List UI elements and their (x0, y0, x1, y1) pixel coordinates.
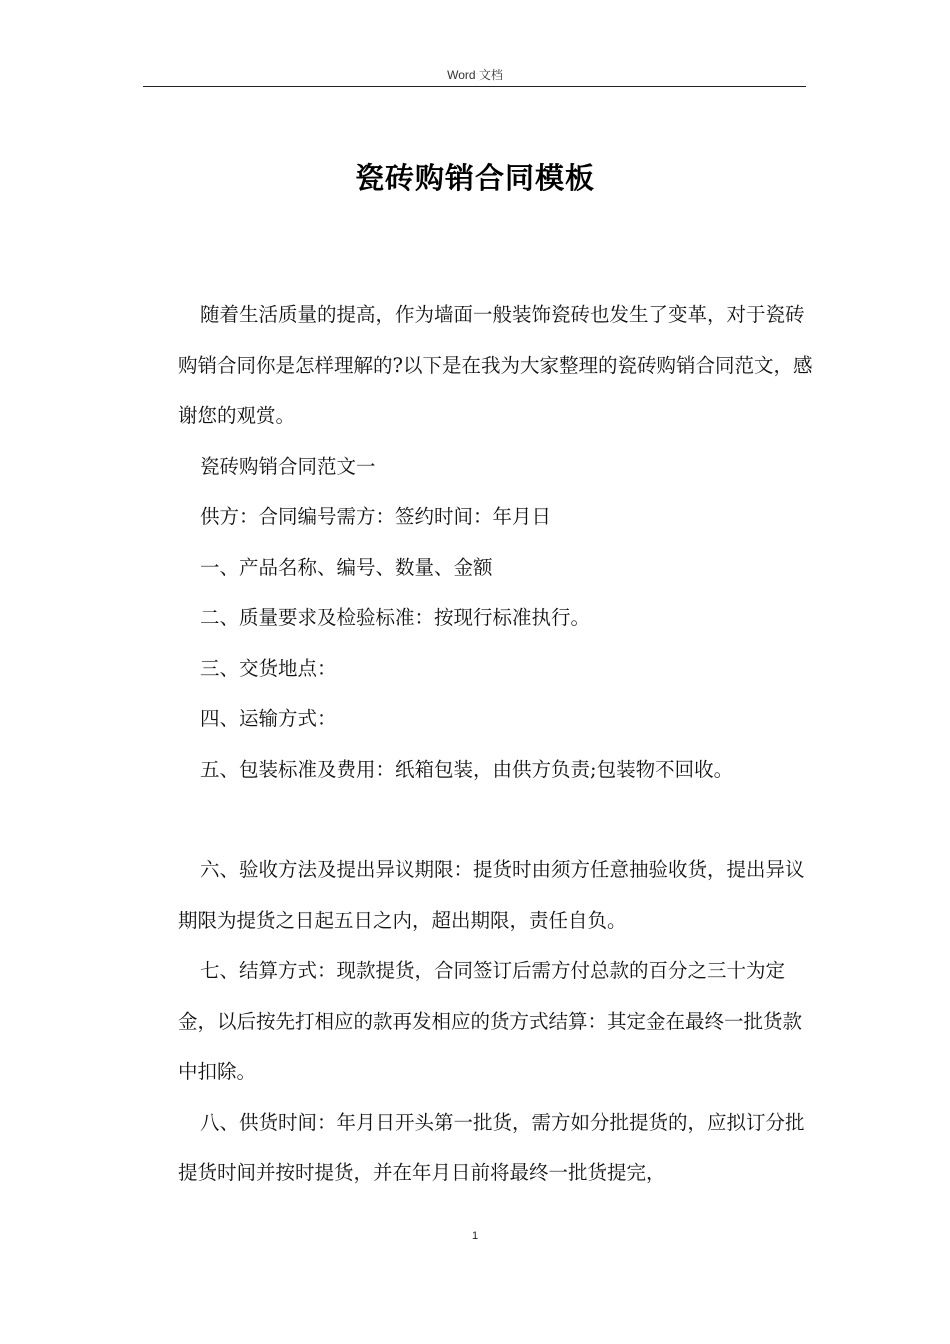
page-header: Word 文档 (447, 68, 503, 82)
paragraph-gap (178, 795, 818, 845)
clause-8: 八、供货时间：年月日开头第一批货，需方如分批提货的，应拟订分批提货时间并按时提货，并在年月日前将最终一批货提完， (178, 1110, 805, 1184)
clause-3: 三、交货地点： (200, 656, 337, 680)
header-divider (143, 86, 806, 87)
clause-5: 五、包装标准及费用：纸箱包装，由供方负责;包装物不回收。 (200, 757, 734, 781)
document-body (178, 290, 818, 1199)
clause-1: 一、产品名称、编号、数量、金额 (200, 555, 493, 579)
section-heading: 瓷砖购销合同范文一 (200, 454, 376, 478)
clause-4: 四、运输方式： (200, 707, 337, 730)
clause-6: 六、验收方法及提出异议期限：提货时由须方任意抽验收货，提出异议期限为提货之日起五日之内，超出期限，责任自负。 (178, 858, 805, 932)
intro-paragraph: 随着生活质量的提高，作为墙面一般装饰瓷砖也发生了变革，对于瓷砖购销合同你是怎样理解的?以下是在我为大家整理的瓷砖购销合同范文，感谢您的观赏。 (178, 303, 813, 427)
page-number: 1 (471, 1230, 479, 1242)
clause-2: 二、质量要求及检验标准：按现行标准执行。 (200, 606, 591, 629)
parties-line: 供方：合同编号需方：签约时间：年月日 (200, 505, 552, 528)
clause-7: 七、结算方式：现款提货，合同签订后需方付总款的百分之三十为定金，以后按先打相应的款再发相应的货方式结算：其定金在最终一批货款中扣除。 (178, 959, 803, 1083)
document-title: 瓷砖购销合同模板 (354, 161, 595, 195)
